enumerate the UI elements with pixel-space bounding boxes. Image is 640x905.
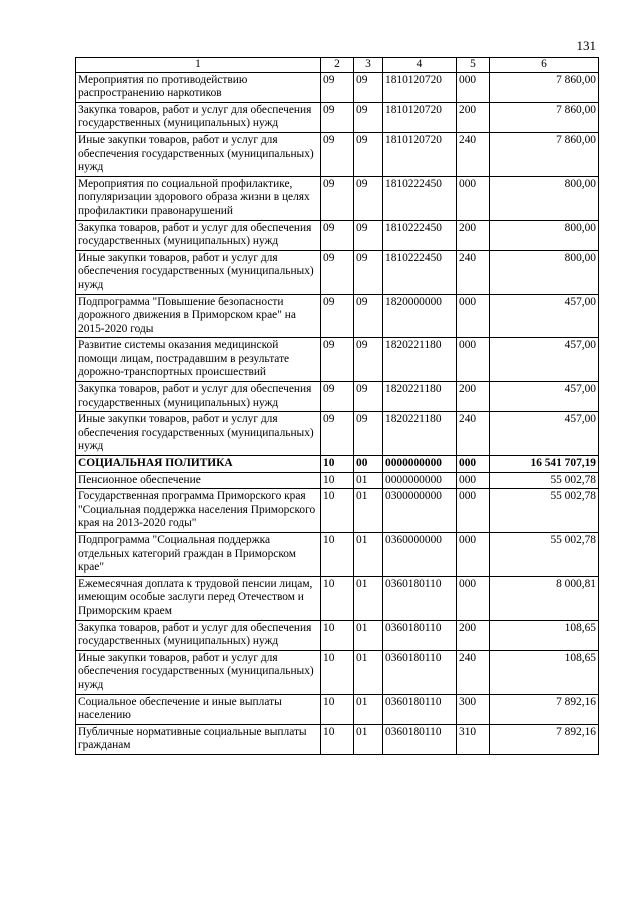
row-name-cell: Пенсионное обеспечение [76, 472, 321, 489]
table-row [76, 694, 599, 724]
row-expense-type-cell: 240 [457, 650, 490, 694]
row-amount-cell: 7 892,16 [490, 694, 599, 724]
row-name-cell: Закупка товаров, работ и услуг для обеспечения государственных (муниципальных) нужд [76, 620, 321, 650]
row-subsection-cell: 01 [354, 533, 383, 577]
row-name-cell: Развитие системы оказания медицинской помощи лицам, пострадавшим в результате дорожно-транспортных происшествий [76, 338, 321, 382]
row-subsection-cell: 01 [354, 489, 383, 533]
row-target-code-cell: 0300000000 [383, 489, 457, 533]
row-expense-type-cell: 200 [457, 382, 490, 412]
page-number: 131 [576, 38, 596, 53]
row-expense-type-cell: 240 [457, 250, 490, 294]
header-col-6: 6 [490, 58, 599, 73]
row-amount-cell: 800,00 [490, 220, 599, 250]
row-expense-type-cell: 000 [457, 472, 490, 489]
table-row [76, 338, 599, 382]
row-target-code-cell: 1810120720 [383, 132, 457, 176]
row-section-cell: 10 [321, 472, 354, 489]
row-name-cell: Мероприятия по противодействию распространению наркотиков [76, 72, 321, 102]
row-amount-cell: 7 892,16 [490, 724, 599, 754]
row-target-code-cell: 1820221180 [383, 412, 457, 456]
row-target-code-cell: 0360180110 [383, 576, 457, 620]
row-subsection-cell: 09 [354, 338, 383, 382]
row-expense-type-cell: 000 [457, 176, 490, 220]
row-expense-type-cell: 000 [457, 576, 490, 620]
table-row [76, 724, 599, 754]
row-name-cell: Подпрограмма "Социальная поддержка отдельных категорий граждан в Приморском крае" [76, 533, 321, 577]
row-amount-cell: 7 860,00 [490, 132, 599, 176]
table-row [76, 176, 599, 220]
row-target-code-cell: 1810120720 [383, 72, 457, 102]
row-target-code-cell: 1820221180 [383, 382, 457, 412]
row-section-cell: 10 [321, 489, 354, 533]
table-row [76, 72, 599, 102]
row-name-cell: Закупка товаров, работ и услуг для обеспечения государственных (муниципальных) нужд [76, 382, 321, 412]
row-section-cell: 10 [321, 694, 354, 724]
row-section-cell: 09 [321, 132, 354, 176]
row-subsection-cell: 09 [354, 132, 383, 176]
table-row [76, 650, 599, 694]
row-expense-type-cell: 200 [457, 220, 490, 250]
row-expense-type-cell: 000 [457, 338, 490, 382]
row-name-cell: Социальное обеспечение и иные выплаты населению [76, 694, 321, 724]
row-amount-cell: 7 860,00 [490, 102, 599, 132]
header-row [76, 58, 599, 73]
row-target-code-cell: 1810222450 [383, 220, 457, 250]
row-section-cell: 09 [321, 338, 354, 382]
row-subsection-cell: 09 [354, 250, 383, 294]
table-row [76, 132, 599, 176]
row-section-cell: 09 [321, 412, 354, 456]
row-target-code-cell: 0000000000 [383, 456, 457, 473]
row-expense-type-cell: 200 [457, 620, 490, 650]
row-section-cell: 10 [321, 576, 354, 620]
row-name-cell: Иные закупки товаров, работ и услуг для обеспечения государственных (муниципальных) нужд [76, 412, 321, 456]
header-col-5: 5 [457, 58, 490, 73]
row-amount-cell: 800,00 [490, 250, 599, 294]
row-expense-type-cell: 200 [457, 102, 490, 132]
row-section-cell: 09 [321, 382, 354, 412]
row-section-cell: 09 [321, 72, 354, 102]
table-row [76, 294, 599, 338]
row-name-cell: Публичные нормативные социальные выплаты гражданам [76, 724, 321, 754]
row-name-cell: Иные закупки товаров, работ и услуг для обеспечения государственных (муниципальных) нужд [76, 250, 321, 294]
row-name-cell: Закупка товаров, работ и услуг для обеспечения государственных (муниципальных) нужд [76, 102, 321, 132]
header-col-3: 3 [354, 58, 383, 73]
table-body [76, 72, 599, 754]
table-row [76, 220, 599, 250]
row-target-code-cell: 0360000000 [383, 533, 457, 577]
row-section-cell: 09 [321, 176, 354, 220]
row-amount-cell: 55 002,78 [490, 533, 599, 577]
row-target-code-cell: 1810222450 [383, 176, 457, 220]
row-amount-cell: 55 002,78 [490, 472, 599, 489]
row-subsection-cell: 09 [354, 176, 383, 220]
row-name-cell: Ежемесячная доплата к трудовой пенсии лицам, имеющим особые заслуги перед Отечеством и Приморским краем [76, 576, 321, 620]
row-target-code-cell: 0360180110 [383, 650, 457, 694]
row-section-cell: 10 [321, 533, 354, 577]
row-target-code-cell: 0360180110 [383, 620, 457, 650]
row-section-cell: 10 [321, 650, 354, 694]
row-subsection-cell: 09 [354, 102, 383, 132]
row-amount-cell: 16 541 707,19 [490, 456, 599, 473]
row-subsection-cell: 01 [354, 694, 383, 724]
row-section-cell: 10 [321, 724, 354, 754]
row-subsection-cell: 01 [354, 576, 383, 620]
header-col-1: 1 [76, 58, 321, 73]
row-amount-cell: 457,00 [490, 338, 599, 382]
table-row [76, 382, 599, 412]
table-row [76, 250, 599, 294]
row-name-cell: Государственная программа Приморского края "Социальная поддержка населения Приморского края на 2013-2020 годы" [76, 489, 321, 533]
row-subsection-cell: 09 [354, 412, 383, 456]
row-expense-type-cell: 000 [457, 72, 490, 102]
row-target-code-cell: 1810120720 [383, 102, 457, 132]
row-name-cell: Закупка товаров, работ и услуг для обеспечения государственных (муниципальных) нужд [76, 220, 321, 250]
row-subsection-cell: 09 [354, 72, 383, 102]
row-expense-type-cell: 310 [457, 724, 490, 754]
row-subsection-cell: 09 [354, 382, 383, 412]
row-subsection-cell: 09 [354, 220, 383, 250]
table-row [76, 102, 599, 132]
row-expense-type-cell: 240 [457, 132, 490, 176]
header-col-2: 2 [321, 58, 354, 73]
row-target-code-cell: 1810222450 [383, 250, 457, 294]
row-name-cell: Мероприятия по социальной профилактике, популяризации здорового образа жизни в целях профилактики правонарушений [76, 176, 321, 220]
row-target-code-cell: 0360180110 [383, 724, 457, 754]
row-expense-type-cell: 300 [457, 694, 490, 724]
row-target-code-cell: 0000000000 [383, 472, 457, 489]
header-col-4: 4 [383, 58, 457, 73]
table-row [76, 576, 599, 620]
row-section-cell: 10 [321, 620, 354, 650]
row-expense-type-cell: 240 [457, 412, 490, 456]
row-subsection-cell: 01 [354, 620, 383, 650]
row-amount-cell: 457,00 [490, 382, 599, 412]
row-section-cell: 09 [321, 294, 354, 338]
row-expense-type-cell: 000 [457, 489, 490, 533]
row-amount-cell: 457,00 [490, 412, 599, 456]
row-amount-cell: 8 000,81 [490, 576, 599, 620]
row-section-cell: 10 [321, 456, 354, 473]
row-amount-cell: 108,65 [490, 650, 599, 694]
row-amount-cell: 800,00 [490, 176, 599, 220]
table-row [76, 489, 599, 533]
row-amount-cell: 108,65 [490, 620, 599, 650]
table-row [76, 456, 599, 473]
row-amount-cell: 55 002,78 [490, 489, 599, 533]
row-subsection-cell: 01 [354, 724, 383, 754]
row-expense-type-cell: 000 [457, 294, 490, 338]
table-row [76, 533, 599, 577]
row-expense-type-cell: 000 [457, 533, 490, 577]
row-amount-cell: 457,00 [490, 294, 599, 338]
budget-table [75, 57, 599, 755]
table-row [76, 412, 599, 456]
row-subsection-cell: 00 [354, 456, 383, 473]
row-section-cell: 09 [321, 220, 354, 250]
row-subsection-cell: 09 [354, 294, 383, 338]
row-section-cell: 09 [321, 250, 354, 294]
row-name-cell: Иные закупки товаров, работ и услуг для обеспечения государственных (муниципальных) нужд [76, 650, 321, 694]
row-section-cell: 09 [321, 102, 354, 132]
row-name-cell: СОЦИАЛЬНАЯ ПОЛИТИКА [76, 456, 321, 473]
row-subsection-cell: 01 [354, 650, 383, 694]
row-name-cell: Подпрограмма "Повышение безопасности дорожного движения в Приморском крае" на 2015-2020 годы [76, 294, 321, 338]
table-row [76, 472, 599, 489]
row-name-cell: Иные закупки товаров, работ и услуг для обеспечения государственных (муниципальных) нужд [76, 132, 321, 176]
row-expense-type-cell: 000 [457, 456, 490, 473]
row-target-code-cell: 1820000000 [383, 294, 457, 338]
row-amount-cell: 7 860,00 [490, 72, 599, 102]
row-target-code-cell: 0360180110 [383, 694, 457, 724]
table-row [76, 620, 599, 650]
row-subsection-cell: 01 [354, 472, 383, 489]
row-target-code-cell: 1820221180 [383, 338, 457, 382]
